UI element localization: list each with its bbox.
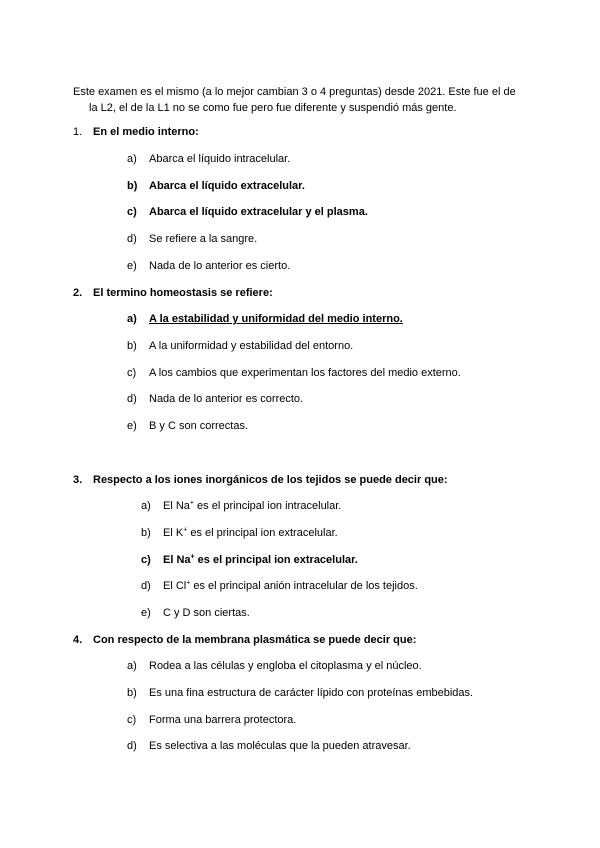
question-1-option-c: c) Abarca el líquido extracelular y el plasma. <box>127 206 368 218</box>
question-1-option-e: e) Nada de lo anterior es cierto. <box>127 260 291 272</box>
question-4-option-c: c) Forma una barrera protectora. <box>127 714 297 726</box>
question-4-option-d: d) Es selectiva a las moléculas que la pueden atravesar. <box>127 740 411 752</box>
question-2-option-c: c) A los cambios que experimentan los factores del medio externo. <box>127 367 461 379</box>
question-3-option-d: d) El Cl+ es el principal anión intracelular de los tejidos. <box>141 579 418 592</box>
question-text: El termino homeostasis se refiere: <box>93 287 273 299</box>
question-text: Con respecto de la membrana plasmática se puede decir que: <box>93 634 417 646</box>
intro-line-1: Este examen es el mismo (a lo mejor cambian 3 o 4 preguntas) desde 2021. Este fue el de <box>73 86 516 98</box>
question-4-option-a: a) Rodea a las células y engloba el citoplasma y el núcleo. <box>127 660 422 672</box>
question-4-option-b: b) Es una fina estructura de carácter lípido con proteínas embebidas. <box>127 687 474 699</box>
question-3-option-c: c) El Na+ es el principal ion extracelular. <box>141 553 358 566</box>
question-number: 2. <box>73 287 83 299</box>
question-3-option-b: b) El K+ es el principal ion extracelular. <box>141 526 338 539</box>
question-2-option-e: e) B y C son correctas. <box>127 420 249 432</box>
intro-line-2: la L2, el de la L1 no se como fue pero fue diferente y suspendió más gente. <box>89 102 457 114</box>
question-number: 1. <box>73 126 83 138</box>
question-1-option-d: d) Se refiere a la sangre. <box>127 233 258 245</box>
question-4 <box>73 634 416 646</box>
question-1 <box>73 126 199 138</box>
intro-paragraph <box>73 84 543 116</box>
question-text: Respecto a los iones inorgánicos de los tejidos se puede decir que: <box>93 474 448 486</box>
question-2-option-d: d) Nada de lo anterior es correcto. <box>127 393 304 405</box>
question-2-option-a: a) A la estabilidad y uniformidad del medio interno. <box>127 313 403 325</box>
question-3 <box>73 474 448 486</box>
question-2-option-b: b) A la uniformidad y estabilidad del entorno. <box>127 340 354 352</box>
question-text: En el medio interno: <box>93 126 199 138</box>
question-3-option-e: e) C y D son ciertas. <box>141 607 250 619</box>
question-2 <box>73 287 273 299</box>
question-1-option-b: b) Abarca el líquido extracelular. <box>127 180 305 192</box>
question-1-option-a: a) Abarca el líquido intracelular. <box>127 153 291 165</box>
question-number: 4. <box>73 634 83 646</box>
question-number: 3. <box>73 474 83 486</box>
question-3-option-a: a) El Na+ es el principal ion intracelular. <box>141 499 342 512</box>
